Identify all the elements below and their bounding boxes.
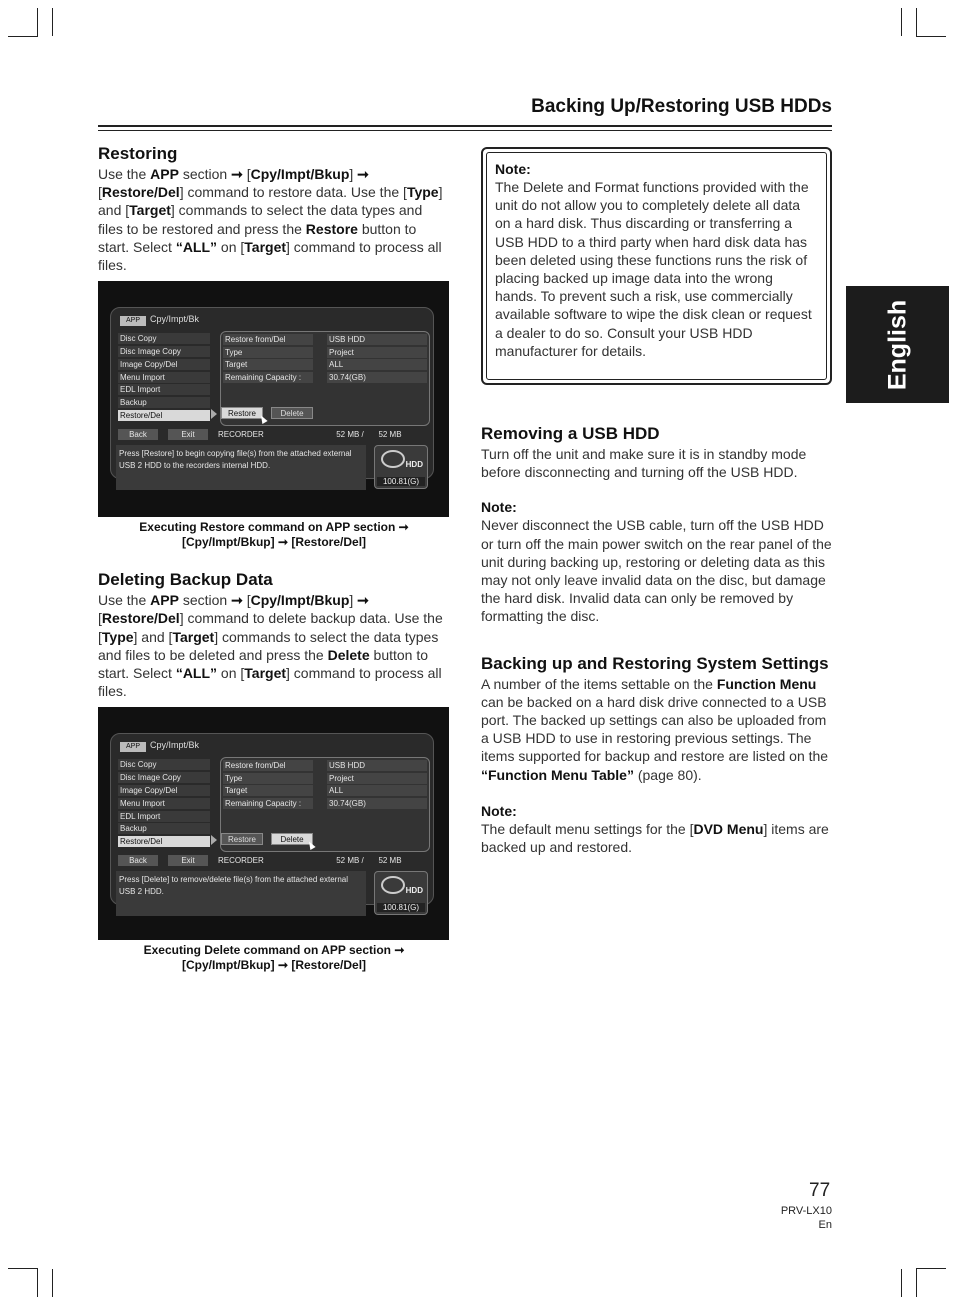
app-title: Cpy/Impt/Bk [150, 314, 200, 325]
removing-paragraph: Turn off the unit and make sure it is in standby mode before disconnecting and turning off the USB HDD. [481, 446, 807, 481]
prop-row[interactable]: Target ALL [223, 359, 427, 370]
deleting-paragraph: Use the APP section ➞ [Cpy/Impt/Bkup] ➞ [Restore/Del] command to delete backup data. Use the [Type] and [Target] commands to select the data types and files to be deleted and press the Delete button to start. Select “ALL” on [Target] command to process all files. [98, 592, 443, 700]
header-rule [98, 125, 832, 127]
back-button[interactable]: Back [118, 429, 158, 440]
exit-button[interactable]: Exit [168, 855, 208, 866]
hdd-indicator [374, 445, 428, 489]
note-box [481, 147, 832, 385]
crop-mark [916, 1268, 946, 1269]
language-tab-label: English [883, 299, 911, 390]
recorder-size: 52 MB [378, 430, 402, 440]
hdd-indicator [374, 871, 428, 915]
delete-screenshot [98, 707, 449, 940]
back-button[interactable]: Back [118, 855, 158, 866]
removing-heading: Removing a USB HDD [481, 424, 660, 443]
hdd-disk-icon [381, 876, 405, 894]
crop-mark [8, 36, 38, 37]
prop-row: Remaining Capacity : 30.74(GB) [223, 798, 427, 809]
app-menu [118, 333, 210, 423]
delete-button[interactable]: Delete [271, 407, 313, 419]
deleting-heading: Deleting Backup Data [98, 570, 273, 590]
system-note-text: The default menu settings for the [DVD Menu] items are backed up and restored. [481, 820, 829, 856]
language-tab [846, 286, 949, 403]
recorder-label: RECORDER [218, 856, 264, 866]
crop-mark [8, 1268, 38, 1269]
right-column [481, 147, 833, 856]
recorder-size: 52 MB [378, 856, 402, 866]
restore-caption: Executing Restore command on APP section ➞ [Cpy/Impt/Bkup] ➞ [Restore/Del] [139, 520, 409, 550]
menu-item[interactable]: Disc Image Copy [118, 772, 210, 783]
menu-item[interactable]: Disc Copy [118, 333, 210, 344]
menu-item[interactable]: Backup [118, 397, 210, 408]
removing-note-text: Never disconnect the USB cable, turn off the USB HDD or turn off the main power switch on the rear panel of the unit during backing up, restoring or deleting data as this may not only leave invalid data on the disc, but damage the hard disk. Invalid data can only be removed by formatting the disc. [481, 517, 832, 625]
restore-button[interactable]: Restore [221, 407, 263, 419]
recorder-size: 52 MB / [336, 856, 364, 866]
menu-item-selected[interactable]: Restore/Del [118, 836, 210, 847]
menu-item[interactable]: Disc Copy [118, 759, 210, 770]
hdd-capacity: 100.81(G) [377, 903, 425, 912]
removing-note-heading: Note: [481, 499, 517, 516]
system-paragraph: A number of the items settable on the Function Menu can be backed on a hard disk drive connected to a USB port. The backed up settings can also be uploaded from a USB HDD to use in restoring previous settings. The items supported for backup and restore are listed on the “Function Menu Table” (page 80). [481, 675, 829, 783]
exit-button[interactable]: Exit [168, 429, 208, 440]
crop-mark [916, 8, 917, 36]
menu-item[interactable]: Backup [118, 823, 210, 834]
crop-mark [901, 1269, 902, 1297]
header-rule [98, 130, 832, 131]
prop-row[interactable]: Restore from/Del USB HDD [223, 334, 427, 345]
delete-button[interactable]: Delete [271, 833, 313, 845]
crop-mark [916, 36, 946, 37]
system-heading: Backing up and Restoring System Settings [481, 653, 829, 673]
prop-row[interactable]: Target ALL [223, 785, 427, 796]
restore-button[interactable]: Restore [221, 833, 263, 845]
hdd-capacity: 100.81(G) [377, 477, 425, 486]
menu-item[interactable]: EDL Import [118, 811, 210, 822]
restore-screenshot [98, 281, 449, 517]
left-column [98, 143, 450, 973]
restoring-heading: Restoring [98, 144, 178, 163]
prop-row[interactable]: Restore from/Del USB HDD [223, 760, 427, 771]
prop-row[interactable]: Type Project [223, 347, 427, 358]
prop-row: Remaining Capacity : 30.74(GB) [223, 372, 427, 383]
app-title: Cpy/Impt/Bk [150, 740, 200, 751]
menu-item[interactable]: Menu Import [118, 372, 210, 383]
app-tag: APP [120, 316, 146, 326]
menu-item-selected[interactable]: Restore/Del [118, 410, 210, 421]
help-message: Press [Delete] to remove/delete file(s) from the attached external USB 2 HDD. [116, 871, 366, 916]
system-note-heading: Note: [481, 802, 517, 819]
prop-row[interactable]: Type Project [223, 773, 427, 784]
recorder-label: RECORDER [218, 430, 264, 440]
crop-mark [37, 1269, 38, 1297]
menu-item[interactable]: Menu Import [118, 798, 210, 809]
app-menu [118, 759, 210, 849]
crop-mark [37, 8, 38, 36]
app-tag: APP [120, 742, 146, 752]
crop-mark [901, 8, 902, 36]
menu-item[interactable]: Image Copy/Del [118, 359, 210, 370]
status-bar [112, 428, 432, 442]
restoring-paragraph: Use the APP section ➞ [Cpy/Impt/Bkup] ➞ [Restore/Del] command to restore data. Use the [Type] and [Target] commands to select the data types and files to be restored and press the Restore button to start. Select “ALL” on [Target] command to process all files. [98, 166, 443, 274]
page-number: 77 [809, 1180, 831, 1201]
selection-arrow-icon [211, 409, 217, 419]
hdd-disk-icon [381, 450, 405, 468]
selection-arrow-icon [211, 835, 217, 845]
note-heading: Note: [495, 161, 531, 177]
model-info: PRV-LX10 En [780, 1205, 832, 1231]
delete-caption: Executing Delete command on APP section ➞ [Cpy/Impt/Bkup] ➞ [Restore/Del] [143, 943, 405, 973]
menu-item[interactable]: EDL Import [118, 384, 210, 395]
crop-mark [52, 8, 53, 36]
note-text: The Delete and Format functions provided with the unit do not allow you to completely delete all data on a hard disk. Thus discarding or transferring a USB HDD to a third party when hard disk data has been deleted using these functions runs the risk of placing backed up image data into the wrong hands. To prevent such a risk, use commercially available software to wipe the disk clean or request a dealer to do so. Consult your USB HDD manufacturer for details. [495, 179, 812, 359]
crop-mark [916, 1269, 917, 1297]
menu-item[interactable]: Disc Image Copy [118, 346, 210, 357]
page-header-title: Backing Up/Restoring USB HDDs [531, 96, 832, 117]
recorder-size: 52 MB / [336, 430, 364, 440]
hdd-label: HDD [405, 460, 423, 470]
note-box-inner [486, 152, 827, 380]
hdd-label: HDD [405, 886, 423, 896]
crop-mark [52, 1269, 53, 1297]
menu-item[interactable]: Image Copy/Del [118, 785, 210, 796]
help-message: Press [Restore] to begin copying file(s) from the attached external USB 2 HDD to the recorders internal HDD. [116, 445, 366, 490]
status-bar [112, 854, 432, 868]
